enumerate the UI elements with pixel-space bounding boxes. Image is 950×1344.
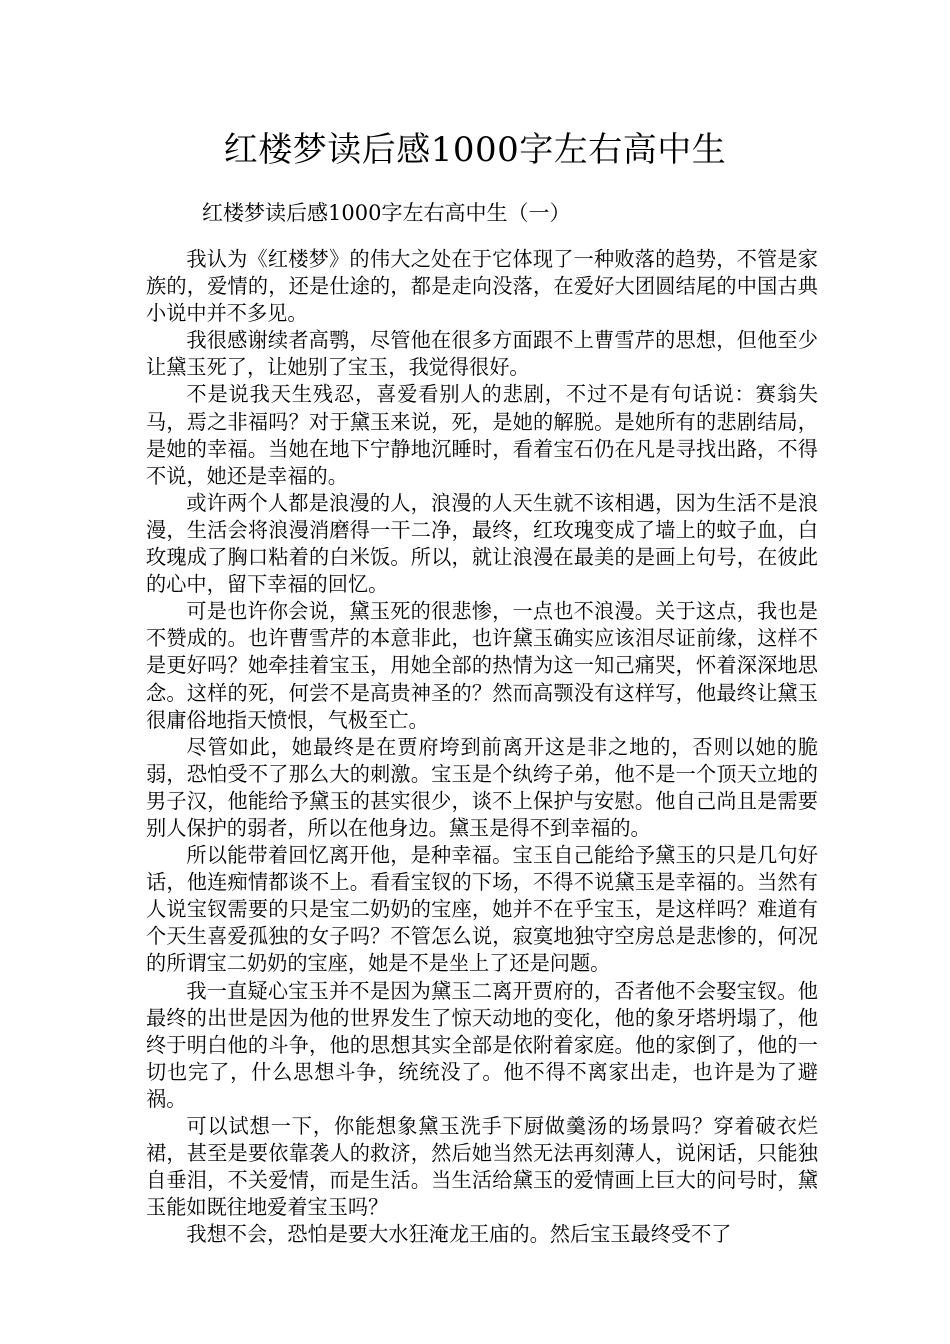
document-title: 红楼梦读后感1000字左右高中生: [223, 130, 727, 170]
document-body: [146, 246, 818, 1248]
paragraph-2: 我很感谢续者高鹗，尽管他在很多方面跟不上曹雪芹的思想，但他至少让黛玉死了，让她别了宝玉，我觉得很好。: [146, 328, 818, 380]
paragraph-8: 我一直疑心宝玉并不是因为黛玉二离开贾府的，否者他不会娶宝钗。他最终的出世是因为他的世界发生了惊天动地的变化，他的象牙塔坍塌了，他终于明白他的斗争，他的思想其实全部是依附着家庭。他的家倒了，他的一切也完了，什么思想斗争，统统没了。他不得不离家出走，也许是为了避祸。: [146, 978, 818, 1111]
paragraph-10: 我想不会，恐怕是要大水狂淹龙王庙的。然后宝玉最终受不了: [186, 1222, 732, 1247]
document-subtitle: 红楼梦读后感1000字左右高中生（一）: [202, 201, 571, 225]
paragraph-7: 所以能带着回忆离开他，是种幸福。宝玉自己能给予黛玉的只是几句好话，他连痴情都谈不上。看看宝钗的下场，不得不说黛玉是幸福的。当然有人说宝钗需要的只是宝二奶奶的宝座，她并不在乎宝玉，是这样吗？难道有个天生喜爱孤独的女子吗？不管怎么说，寂寞地独守空房总是悲惨的，何况的所谓宝二奶奶的宝座，她是不是坐上了还是问题。: [146, 843, 818, 976]
paragraph-6: 尽管如此，她最终是在贾府垮到前离开这是非之地的，否则以她的脆弱，恐怕受不了那么大的刺激。宝玉是个纨绔子弟，他不是一个顶天立地的男子汉，他能给予黛玉的甚实很少，谈不上保护与安慰。他自己尚且是需要别人保护的弱者，所以在他身边。黛玉是得不到幸福的。: [146, 734, 818, 840]
paragraph-4: 或许两个人都是浪漫的人，浪漫的人天生就不该相遇，因为生活不是浪漫，生活会将浪漫消磨得一干二净，最终，红玫瑰变成了墙上的蚊子血，白玫瑰成了胸口粘着的白米饭。所以，就让浪漫在最美的是画上句号，在彼此的心中，留下幸福的回忆。: [146, 490, 818, 597]
paragraph-5: 可是也许你会说，黛玉死的很悲惨，一点也不浪漫。关于这点，我也是不赞成的。也许曹雪芹的本意非此，也许黛玉确实应该泪尽证前缘，这样不是更好吗？她牵挂着宝玉，用她全部的热情为这一知己痛哭，怀着深深地思念。这样的死，何尝不是高贵神圣的？然而高颚没有这样写，他最终让黛玉很庸俗地指天愤恨，气极至亡。: [146, 599, 818, 732]
paragraph-3: 不是说我天生残忍，喜爱看别人的悲剧，不过不是有句话说：赛翁失马，焉之非福吗？对于黛玉来说，死，是她的解脱。是她所有的悲剧结局，是她的幸福。当她在地下宁静地沉睡时，看着宝石仍在凡是寻找出路，不得不说，她还是幸福的。: [146, 382, 818, 488]
paragraph-9: 可以试想一下，你能想象黛玉洗手下厨做羹汤的场景吗？穿着破衣烂裙，甚至是要依靠袭人的救济，然后她当然无法再刻薄人，说闲话，只能独自垂泪，不关爱情，而是生活。当生活给黛玉的爱情画上巨大的问号时，黛玉能如既往地爱着宝玉吗？: [146, 1114, 818, 1220]
paragraph-1: 我认为《红楼梦》的伟大之处在于它体现了一种败落的趋势，不管是家族的，爱情的，还是仕途的，都是走向没落，在爱好大团圆结尾的中国古典小说中并不多见。: [146, 247, 818, 326]
